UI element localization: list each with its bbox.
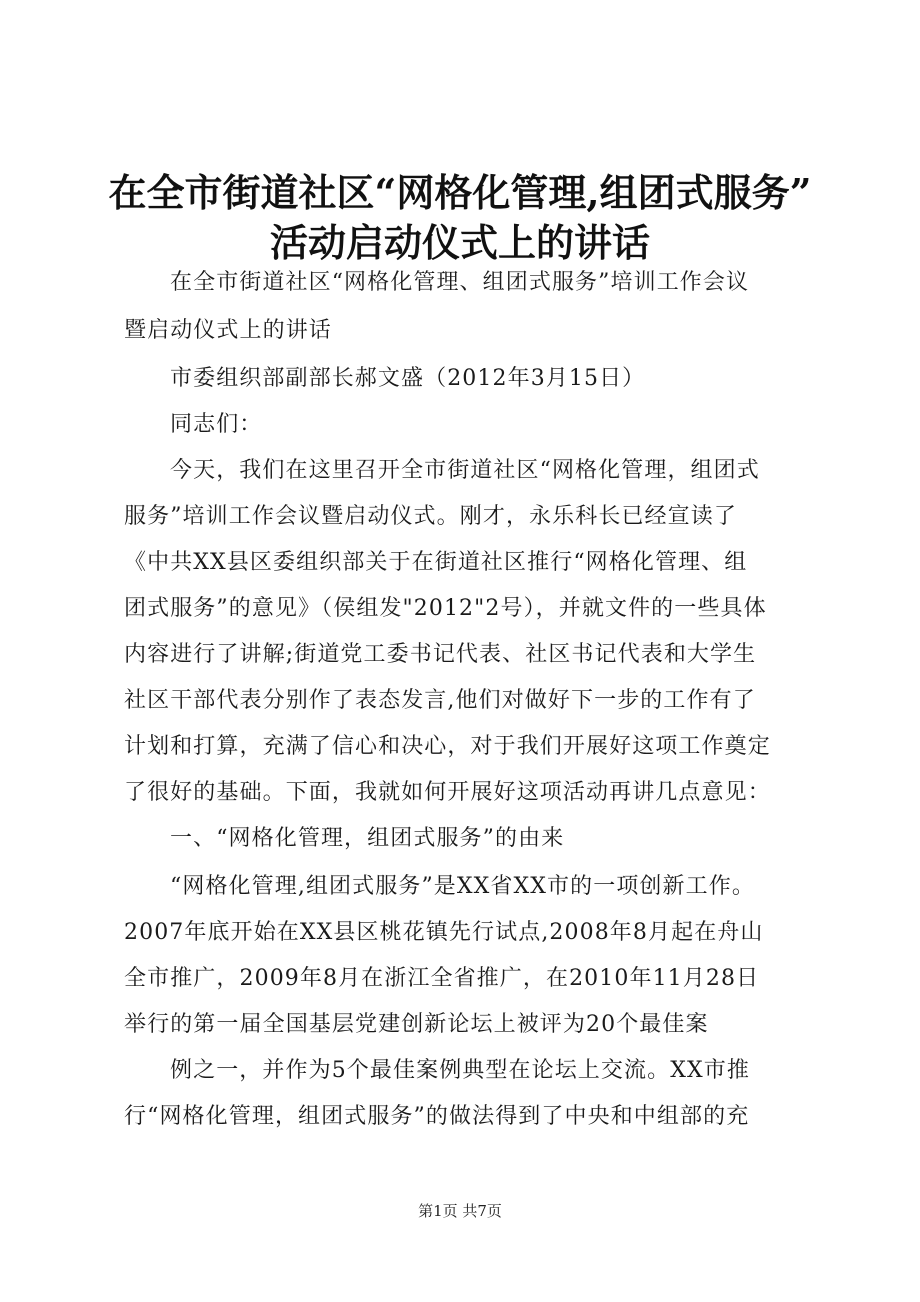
salutation: 同志们： [170,412,263,437]
speaker-byline: 市委组织部副部长郝文盛（2012年3月15日） [170,366,646,391]
paragraph-line: “网格化管理,组团式服务”是XX省XX市的一项创新工作。 [170,874,755,899]
document-title-line-1: 在全市街道社区“网格化管理,组团式服务” [108,170,812,215]
paragraph-line: 内容进行了讲解;街道党工委书记代表、社区书记代表和大学生 [124,642,757,667]
paragraph-line: 社区干部代表分别作了表态发言,他们对做好下一步的工作有了 [124,688,756,713]
paragraph-line: 团式服务”的意见》（侯组发"2012"2号），并就文件的一些具体 [124,596,767,621]
paragraph-line: 《中共XX县区委组织部关于在街道社区推行“网格化管理、组 [124,550,748,575]
paragraph-line: 今天，我们在这里召开全市街道社区“网格化管理，组团式 [170,458,760,483]
paragraph-line: 2007年底开始在XX县区桃花镇先行试点,2008年8月起在舟山 [124,920,764,945]
paragraph-line: 举行的第一届全国基层党建创新论坛上被评为20个最佳案 [124,1012,709,1037]
section-heading: 一、“网格化管理，组团式服务”的由来 [170,826,565,851]
page-number-footer: 第1页 共7页 [418,1202,502,1220]
paragraph-line: 例之一，并作为5个最佳案例典型在论坛上交流。XX市推 [170,1058,750,1083]
subtitle-line-2: 暨启动仪式上的讲话 [124,318,332,343]
document-title-line-2: 活动启动仪式上的讲话 [269,220,650,265]
paragraph-line: 服务”培训工作会议暨启动仪式。刚才，永乐科长已经宣读了 [124,504,737,529]
paragraph-line: 全市推广，2009年8月在浙江全省推广，在2010年11月28日 [124,966,760,991]
subtitle-line-1: 在全市街道社区“网格化管理、组团式服务”培训工作会议 [170,270,750,295]
paragraph-line: 行“网格化管理，组团式服务”的做法得到了中央和中组部的充 [124,1104,750,1129]
paragraph-line: 了很好的基础。下面，我就如何开展好这项活动再讲几点意见： [124,780,771,805]
paragraph-line: 计划和打算，充满了信心和决心，对于我们开展好这项工作奠定 [124,734,771,759]
